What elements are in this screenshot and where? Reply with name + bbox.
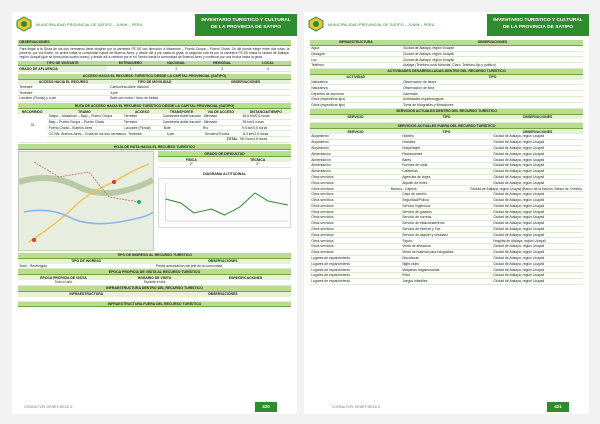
table-cell: Lacustre (Fluvial) y a pie bbox=[19, 96, 57, 101]
table-cell: Ciudad de Atalaya, región Ucayali bbox=[493, 221, 545, 226]
table-cell: Fuentes de soda bbox=[402, 163, 428, 168]
table-header: INFRAESTRUCTURA bbox=[69, 292, 104, 297]
table-cell: Juegos infantiles bbox=[402, 279, 428, 284]
table-cell: Ciudad de Atalaya, región Ucayali bbox=[493, 215, 545, 220]
table-cell: Ciudad de Atalaya, región Ucayali bbox=[493, 203, 545, 208]
difficulty-title: GRADO DE DIFICULTAD bbox=[158, 151, 291, 157]
page-header bbox=[12, 12, 297, 38]
table-cell: Ciudad de Atalaya, región Ucayali bbox=[493, 145, 545, 150]
table-cell: A pie bbox=[166, 131, 175, 136]
table-cell: Lugares de esparcimiento bbox=[311, 273, 351, 278]
table-header: REGIONAL bbox=[213, 60, 232, 65]
page-right-body bbox=[310, 40, 583, 400]
table-cell: Ciudad de Atalaya, región Ucayali bbox=[493, 180, 545, 185]
table-cell: Ciudad de Atalaya, región Ucayali bbox=[493, 140, 545, 145]
table-cell: Lugares de esparcimiento bbox=[311, 267, 351, 272]
table-cell: Hostales bbox=[402, 140, 416, 145]
table-header: LOCAL bbox=[262, 60, 274, 65]
table-cell: Ciudad de Atalaya, región Ucayali bbox=[493, 192, 545, 197]
table-cell bbox=[200, 90, 291, 95]
page-right bbox=[304, 12, 589, 414]
table-cell: Otros servicios bbox=[311, 174, 334, 179]
table-cell: Otros servicios bbox=[311, 215, 334, 220]
activities-rows bbox=[310, 80, 583, 109]
table-cell: Ciudad de Atalaya, región Ucayali bbox=[493, 227, 545, 232]
table-cell: Hospital de Atalaya, región Ucayali bbox=[493, 238, 546, 243]
table-header: NACIONAL bbox=[167, 60, 186, 65]
table-cell: Ciudad de Atalaya, región Ucayali bbox=[493, 250, 545, 255]
table-cell: Alimentación bbox=[311, 169, 331, 174]
table-cell: Semi - Restringido bbox=[19, 263, 48, 268]
table-cell: Ciudad de Atalaya, región Ucayali bbox=[402, 51, 454, 56]
route-number: 01 bbox=[30, 123, 35, 128]
infra-inside-header bbox=[18, 292, 291, 297]
table-cell: Alimentación bbox=[311, 163, 331, 168]
document-title-line1: INVENTARIO TURISTICO Y CULTURAL bbox=[493, 18, 583, 23]
table-cell: Alojamiento bbox=[311, 140, 329, 145]
table-cell: Bares bbox=[402, 157, 412, 162]
page-left bbox=[12, 12, 297, 414]
table-cell: Satipo – Mazamari – Bajo – Puerto Ocopa bbox=[48, 114, 113, 119]
table-cell: Bajo – Puerto Ocopa – Puerto Chata bbox=[48, 120, 104, 125]
page-left-body bbox=[18, 40, 291, 400]
table-header: TIPO DE MOVILIDAD bbox=[137, 79, 172, 84]
consultant-credit: CONSULTOR: HENRY MEZA S. bbox=[24, 405, 73, 409]
table-cell: Otros servicios bbox=[311, 180, 334, 185]
table-cell: Seguridad/Policía bbox=[402, 198, 429, 203]
table-cell: Afirmado bbox=[203, 120, 218, 125]
table-cell: 9,5 km/0,5 horas bbox=[242, 125, 268, 130]
document-title-box bbox=[195, 14, 297, 36]
table-cell: Terrestre bbox=[19, 84, 33, 89]
table-cell: Sendero/Trocha bbox=[204, 131, 230, 136]
table-cell: Hospedajes bbox=[402, 145, 421, 150]
route-body bbox=[18, 114, 291, 137]
table-header: ACTIVIDAD bbox=[346, 75, 366, 80]
table-header: OBSERVACIONES bbox=[208, 259, 238, 264]
table-header: TIPO bbox=[442, 114, 451, 119]
table-cell: Otros servicios bbox=[311, 198, 334, 203]
table-cell: Ciudad de Atalaya, región Ucayali bbox=[493, 174, 545, 179]
table-cell: Máquinas tragamonedas bbox=[402, 267, 440, 272]
table-row bbox=[158, 162, 291, 168]
table-cell: Naturaleza bbox=[311, 85, 328, 90]
page-number: 420 bbox=[255, 402, 277, 412]
table-cell: Camioneta doble tracción bbox=[162, 120, 202, 125]
table-header: OBSERVACIONES bbox=[522, 129, 553, 134]
table-cell: Otros servicios bbox=[311, 227, 334, 232]
table-cell: Bancos - Cajeros bbox=[390, 186, 417, 191]
table-header: RECORRIDO bbox=[21, 109, 43, 114]
table-cell: Tópico bbox=[402, 238, 413, 243]
page-header bbox=[304, 12, 589, 38]
services-outside-rows bbox=[310, 134, 583, 285]
altitude-diagram-title: DIAGRAMA ALTITUDINAL bbox=[203, 172, 246, 177]
table-cell: Discotecas bbox=[402, 256, 419, 261]
table-cell: Durante el día bbox=[143, 280, 166, 285]
altitude-profile-graphic bbox=[159, 179, 290, 227]
map-graphic bbox=[19, 152, 153, 250]
table-cell: Luz bbox=[311, 57, 317, 62]
table-cell: Otros (especificar tipo) bbox=[311, 97, 346, 102]
table-cell: Hoteles bbox=[402, 134, 414, 139]
section-title: HOJA DE RUTA HACIA EL RECURSO TURÍSTICO bbox=[18, 144, 291, 150]
table-cell: Atalaya (Teléfono rural Movistar, Claro, Teléfono fijo y público) bbox=[402, 63, 496, 68]
table-cell: Toma de fotografías y filmaciones bbox=[402, 103, 454, 108]
table-cell: Teléfono bbox=[311, 63, 325, 68]
page-number: 421 bbox=[547, 402, 569, 412]
table-header: EXTRANJERO bbox=[118, 60, 142, 65]
table-cell: Otros servicios bbox=[311, 209, 334, 214]
table-cell: Agencias de viajes bbox=[402, 174, 431, 179]
map-side-panel bbox=[158, 151, 291, 251]
table-cell: Otros (especificar tipo) bbox=[311, 103, 346, 108]
table-cell: Lugares de esparcimiento bbox=[311, 261, 351, 266]
table-header: ACCESO HACIA EL RECURSO bbox=[38, 79, 89, 84]
section-title: SERVICIOS ACTUALES DENTRO DEL RECURSO TURÍSTICO bbox=[310, 109, 583, 115]
table-cell bbox=[200, 84, 291, 89]
table-cell: Servicio de alquiler y vestuario bbox=[402, 232, 449, 237]
document-title-line1: INVENTARIO TURISTICO Y CULTURAL bbox=[201, 18, 291, 23]
table-cell: Ciudad de Atalaya, región Ucayali bbox=[493, 134, 545, 139]
table-cell: A pie bbox=[110, 90, 118, 95]
table-cell: 45,5 km/0,5 horas bbox=[242, 114, 270, 119]
altitude-diagram bbox=[158, 178, 291, 228]
table-cell: Lacustre (Fluvial) bbox=[124, 125, 151, 130]
table-cell: Observación de flora bbox=[402, 85, 435, 90]
table-cell: 2º bbox=[256, 162, 260, 167]
table-cell: Ciudad de Atalaya, región Ucayali bbox=[493, 198, 545, 203]
total-label: TOTAL bbox=[226, 137, 238, 142]
infra-rows bbox=[310, 46, 583, 69]
table-cell: 2 bbox=[175, 66, 178, 71]
table-cell: Actividades espeleológicas bbox=[402, 97, 444, 102]
table-cell: Ciudad de Atalaya, región Ucayali bbox=[493, 151, 545, 156]
table-cell: Terrestre bbox=[19, 90, 33, 95]
page-footer bbox=[310, 402, 583, 412]
table-cell: Terrestre bbox=[123, 114, 138, 119]
table-cell: Otros servicios bbox=[311, 244, 334, 249]
table-cell: Ciudad de Atalaya, región Ucayali bbox=[493, 256, 545, 261]
table-cell: Terrestre bbox=[128, 131, 142, 136]
table-cell: 8,3 km/2,5 horas bbox=[243, 131, 269, 136]
table-cell: Restaurantes bbox=[402, 151, 423, 156]
table-header: ACCESO bbox=[134, 109, 150, 114]
table-cell: Previa autorización del jefe de la comunidad bbox=[155, 263, 223, 268]
table-cell: Desagüe bbox=[311, 51, 325, 56]
table-cell: Servicio de correos bbox=[402, 215, 432, 220]
table-cell: Deportes de aventura bbox=[311, 91, 344, 96]
table-header: VIA DE ACCESO bbox=[207, 109, 235, 114]
table-cell: 1 bbox=[129, 66, 132, 71]
table-cell: Ciudad de Atalaya, región Ucayali bbox=[493, 209, 545, 214]
section-title: INFRAESTRUCTURA DENTRO DEL RECURSO TURÍSTICO bbox=[18, 286, 291, 292]
table-header: TIPO DE VISITANTE bbox=[46, 60, 79, 65]
section-title: ACCESO HACIA EL RECURSO TURÍSTICO DESDE LA CAPITAL PROVINCIAL (SATIPO) bbox=[18, 74, 291, 80]
table-cell: Lugares de esparcimiento bbox=[311, 279, 351, 284]
table-cell: Otros servicios bbox=[311, 192, 334, 197]
observations-text: Para llegar a la Gruta de los dos hermanos debe dirigirse por la carretera PE-5S con dirección a Mazamari – Puerto Ocopa – Puerto Chata. De allí puede elegir entre dos rutas: la primera, por vía fluvial, río arriba hasta la comunidad nativa de Buenos Aires; y desde allí a pie hasta la gruta; la segunda ruta es por la carretera PE-5S hasta la ciudad de Atalaya, región Ucayali (que se toma unas cuatro horas); y desde allí a caminar por el río Tambo hasta la comunidad de Buenos Aires y continuar por una trocha hasta la gruta. bbox=[19, 46, 290, 60]
table-cell: Servicio de guiados bbox=[402, 209, 432, 214]
table-header: SERVICIO bbox=[347, 114, 364, 119]
table-cell: CC.NN. Buenos Aires – Gruta de los dos hermanos bbox=[48, 131, 126, 136]
table-cell: Otros servicios bbox=[311, 203, 334, 208]
table-cell: Alquiler de botes bbox=[402, 180, 428, 185]
table-cell: Servicio higiénicos bbox=[402, 203, 431, 208]
table-cell: 2º bbox=[189, 162, 193, 167]
table-cell: Servicio de internet y Fax bbox=[402, 227, 441, 232]
section-title: ACTIVIDADES DESARROLLADAS DENTRO DEL RECURSO TURÍSTICO bbox=[310, 69, 583, 75]
section-title: INFRAESTRUCTURA FUERA DEL RECURSO TURÍSTICO bbox=[18, 302, 291, 308]
document-title-box bbox=[487, 14, 589, 36]
table-cell: Lugares de esparcimiento bbox=[311, 256, 351, 261]
table-cell: Otros servicios bbox=[311, 232, 334, 237]
table-cell: Casa de cambio bbox=[402, 192, 427, 197]
route-map-area bbox=[18, 151, 291, 251]
table-cell: Alojamiento bbox=[311, 145, 329, 150]
table-cell: Todo el año bbox=[54, 280, 73, 285]
table-header: INFRAESTRUCTURA bbox=[339, 40, 373, 45]
table-cell: Ciudad de Atalaya, región Ucayali bbox=[493, 169, 545, 174]
route-map bbox=[18, 151, 154, 251]
section-title: TIPO DE INGRESO AL RECURSO TURÍSTICO bbox=[18, 253, 291, 259]
page-footer bbox=[18, 402, 291, 412]
table-cell: Agua bbox=[311, 46, 320, 51]
table-header: ÉPOCA PROPICIA DE VISITA bbox=[40, 275, 87, 280]
municipality-name: MUNICIPALIDAD PROVINCIAL DE SATIPO – JUNIN – PERU bbox=[36, 23, 143, 27]
municipality-logo bbox=[15, 16, 33, 32]
table-cell: Otros servicios bbox=[311, 250, 334, 255]
table-header: DISTANCIA/TIEMPO bbox=[249, 109, 282, 114]
table-cell: Night clubs bbox=[402, 261, 419, 266]
table-header: OBSERVACIONES bbox=[522, 114, 553, 119]
table-cell: Caminata bbox=[402, 91, 418, 96]
services-inside-header bbox=[310, 115, 583, 120]
table-cell: Afirmado bbox=[203, 114, 218, 119]
table-header: HORARIO DE VISITA bbox=[137, 275, 172, 280]
table-cell: Ciudad de Atalaya, región Ucayali bbox=[493, 279, 545, 284]
section-title: RUTA DE ACCESO HACIA EL RECURSO TURÍSTICO DESDE LA CAPITAL PROVINCIAL (SATIPO) bbox=[18, 103, 291, 109]
table-cell: Ciudad de Atalaya, región Ucayali bbox=[493, 267, 545, 272]
table-cell: Puerto Chata – Buenos Aires bbox=[48, 125, 93, 130]
table-cell: Ciudad de Atalaya, región Ucayali bbox=[493, 163, 545, 168]
table-cell: Ciudad de Atalaya, región Ucayali bbox=[493, 232, 545, 237]
table-header: TIPO bbox=[488, 75, 497, 80]
table-cell: Ciudad de Atalaya, región Ucayali bbox=[493, 273, 545, 278]
table-cell: Río bbox=[202, 125, 209, 130]
table-cell: Alojamiento bbox=[311, 134, 329, 139]
municipality-logo bbox=[307, 16, 325, 32]
table-cell: Alimentación bbox=[311, 151, 331, 156]
table-cell: Camioneta doble tracción bbox=[162, 114, 202, 119]
document-title-line2: DE LA PROVINCIA DE SATIPO bbox=[210, 24, 282, 30]
table-header: TÉCNICA bbox=[250, 157, 266, 162]
table-cell: Naturaleza bbox=[311, 79, 328, 84]
table-cell: Servicio de estacionamiento bbox=[402, 221, 445, 226]
table-header: OBSERVACIONES bbox=[230, 79, 261, 84]
table-cell: Ciudad de Atalaya, región Ucayali (Banco de la Nación, Banco de Crédito) bbox=[470, 186, 582, 191]
table-header: OBSERVACIONES bbox=[208, 292, 238, 297]
table-cell: Observación de fauna bbox=[402, 79, 437, 84]
consultant-credit: CONSULTOR: HENRY MEZA S. bbox=[332, 405, 381, 409]
table-cell: Terrestre bbox=[123, 120, 138, 125]
table-cell: Bote con motor / lomo de bestia bbox=[110, 96, 159, 101]
table-cell: Camioneta doble tracción bbox=[110, 84, 149, 89]
table-cell: Ciudad de Atalaya, región Ucayali bbox=[493, 261, 545, 266]
table-header: TRAMO bbox=[78, 109, 91, 114]
table-cell: Otros servicios bbox=[311, 238, 334, 243]
table-cell: Venta de artesanía bbox=[402, 244, 431, 249]
table-cell: 3 bbox=[221, 66, 224, 71]
table-header: ESPECIFICACIONES bbox=[228, 275, 263, 280]
table-cell: 35 km/1 horas bbox=[242, 120, 264, 125]
table-cell bbox=[200, 96, 291, 101]
table-row bbox=[310, 279, 583, 285]
route-rows bbox=[47, 114, 291, 137]
table-cell: Otros servicios bbox=[311, 221, 334, 226]
table-cell: Venta de material para fotografías bbox=[402, 250, 454, 255]
observations-label: OBSERVACIONES bbox=[18, 40, 291, 46]
table-header: TRANSPORTE bbox=[169, 109, 194, 114]
table-cell: Otros servicios bbox=[311, 186, 334, 191]
section-title: SERVICIOS ACTUALES FUERA DEL RECURSO TURÍSTICO bbox=[310, 123, 583, 129]
table-cell: Pubs bbox=[402, 273, 410, 278]
table-cell: Ciudad de Atalaya, región Ucayali bbox=[402, 46, 454, 51]
table-header: FÍSICA bbox=[185, 157, 197, 162]
section-title: ÉPOCA PROPICIA DE VISITA AL RECURSO TURÍSTICO bbox=[18, 269, 291, 275]
table-header: TIPO bbox=[442, 129, 451, 134]
table-cell: Ciudad de Atalaya, región Ucayali bbox=[493, 244, 545, 249]
total-value: 98,3 km/4,5 horas bbox=[240, 137, 268, 142]
table-cell: GRADO DE AFLUENCIA bbox=[18, 66, 107, 71]
table-cell: Ciudad de Atalaya, región Ucayali bbox=[402, 57, 454, 62]
table-cell: Cafeterías bbox=[402, 169, 418, 174]
table-cell bbox=[200, 280, 291, 285]
table-cell: Bote bbox=[163, 125, 171, 130]
table-cell: Alimentación bbox=[311, 157, 331, 162]
table-header: TIPO DE INGRESO bbox=[71, 259, 102, 264]
municipality-name: MUNICIPALIDAD PROVINCIAL DE SATIPO – JUNIN – PERU bbox=[328, 23, 435, 27]
table-header: SERVICIO bbox=[347, 129, 364, 134]
document-title-line2: DE LA PROVINCIA DE SATIPO bbox=[502, 24, 574, 30]
table-cell: 4 bbox=[267, 66, 269, 71]
table-header: OBSERVACIONES bbox=[477, 40, 508, 45]
table-cell: Ciudad de Atalaya, región Ucayali bbox=[493, 157, 545, 162]
